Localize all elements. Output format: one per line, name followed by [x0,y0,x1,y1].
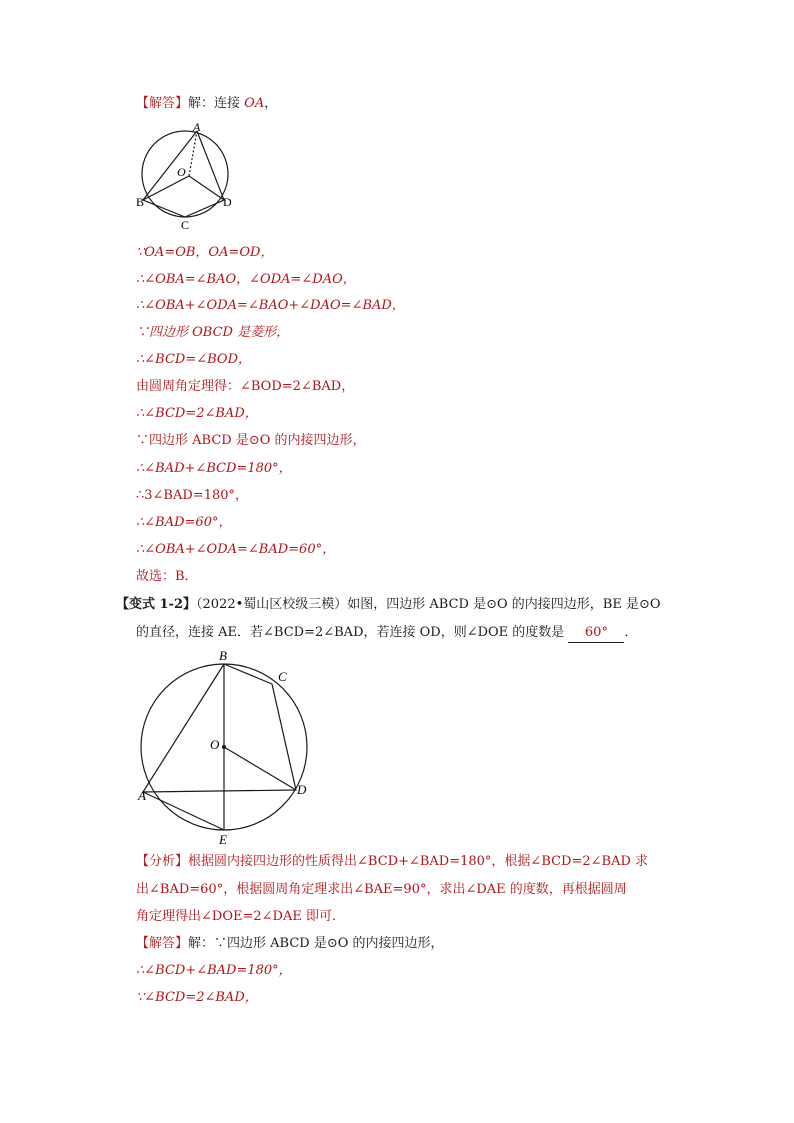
variant-tag: 【变式 1-2】 [116,597,197,612]
variant-line-1 [116,596,661,614]
solution1-tag: 【解答】 [136,96,189,111]
segment-od [224,747,296,790]
solution1-step-11: ∴∠BAD=60°， [136,515,232,530]
variant-text-1: （2022•蜀山区校级三模）如图，四边形 ABCD 是⊙O 的内接四边形，BE 是⊙O [196,597,661,612]
solution1-intro: 解：连接 [188,96,245,111]
variant-text-2-end: ． [624,625,638,640]
solution1-intro-end: ， [264,96,278,111]
label-e-2: E [219,832,227,845]
label-a-2: A [138,788,146,803]
analysis-line-2: 出∠BAD=60°，根据圆周角定理求出∠BAE=90°，求出∠DAE 的度数，再根据圆周 [136,882,627,897]
segment-ob-1 [143,176,189,200]
variant-line-2 [136,624,637,643]
label-b-2: B [219,648,227,663]
solution1-step-5: ∴∠BCD=∠BOD， [136,352,251,367]
figure-circle-2 [130,645,320,845]
solution1-intro-var: OA [244,96,265,111]
segment-oa-dotted-1 [189,131,197,176]
solution1-step-1: ∵OA=OB，OA=OD， [136,245,274,260]
solution1-step-4: ∵四边形 OBCD 是菱形， [136,325,290,340]
solution1-header [136,95,277,113]
quad-abcd-2 [143,664,296,792]
label-a-1: A [193,120,201,134]
label-o-2: O [210,737,220,752]
solution2-header [136,935,444,953]
label-o-1: O [177,165,186,179]
label-d-2: D [297,782,307,797]
variant-answer-blank: 60° [568,624,624,643]
segment-ae [143,792,224,830]
solution2-intro: 解：∵四边形 ABCD 是⊙O 的内接四边形， [188,936,444,951]
analysis-text-1: 根据圆内接四边形的性质得出∠BCD+∠BAD=180°，根据∠BCD=2∠BAD 求 [188,854,649,869]
solution1-step-7: ∴∠BCD=2∠BAD， [136,406,258,421]
label-b-1: B [136,195,145,209]
solution2-step-2: ∵∠BCD=2∠BAD， [136,990,258,1005]
solution1-step-2: ∴∠OBA=∠BAO，∠ODA=∠DAO， [136,272,356,287]
analysis-line-3: 角定理得出∠DOE=2∠DAE 即可． [136,909,345,924]
center-o-dot [222,745,226,749]
solution2-step-1: ∴∠BCD+∠BAD=180°， [136,963,292,978]
solution1-answer: 故选：B． [136,569,198,584]
label-c-2: C [278,669,287,684]
label-c-1: C [181,218,190,230]
solution2-tag: 【解答】 [136,936,189,951]
solution1-step-10: ∴3∠BAD=180°， [136,488,249,503]
solution1-step-9: ∴∠BAD+∠BCD=180°， [136,461,292,476]
solution1-step-6: 由圆周角定理得：∠BOD=2∠BAD， [136,379,355,394]
variant-text-2: 的直径，连接 AE．若∠BCD=2∠BAD，若连接 OD，则∠DOE 的度数是 [136,625,565,640]
solution1-step-3: ∴∠OBA+∠ODA=∠BAO+∠DAO=∠BAD， [136,298,405,313]
label-d-1: D [223,195,232,209]
solution1-step-8: ∵四边形 ABCD 是⊙O 的内接四边形， [136,433,366,448]
analysis-line-1 [136,853,648,871]
analysis-tag: 【分析】 [136,854,189,869]
figure-circle-1 [130,118,240,230]
solution1-step-12: ∴∠OBA+∠ODA=∠BAD=60°， [136,542,336,557]
